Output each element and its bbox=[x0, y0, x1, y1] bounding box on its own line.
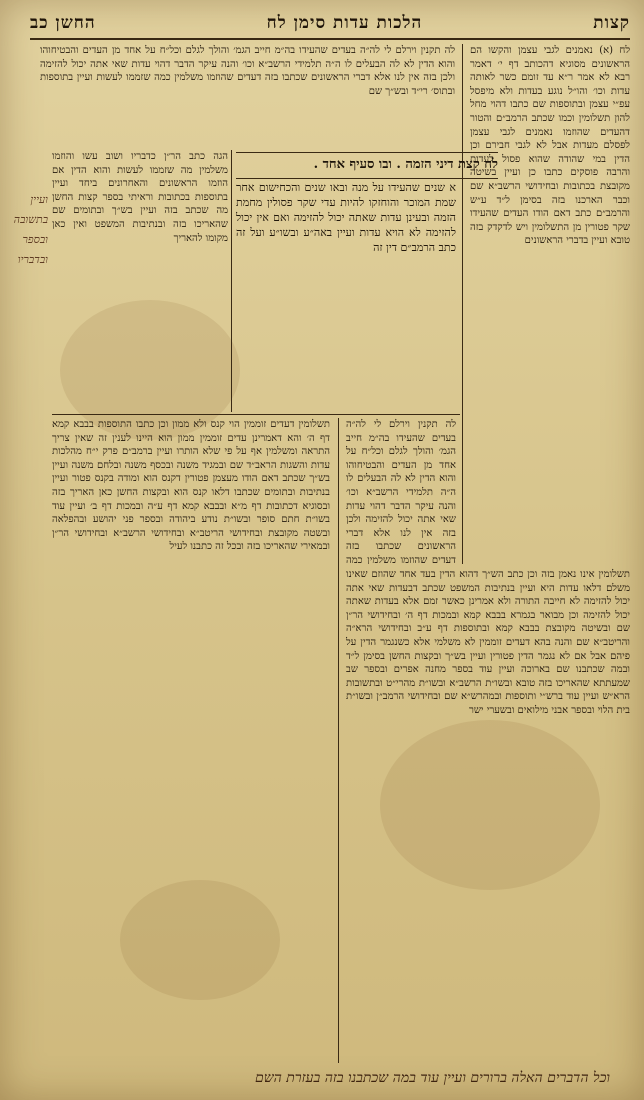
section-rule bbox=[52, 414, 460, 415]
header-rule bbox=[30, 38, 630, 40]
header-right: קצות bbox=[593, 13, 630, 33]
column-top-right bbox=[470, 44, 630, 564]
code-text-block bbox=[236, 180, 456, 410]
column-divider bbox=[338, 418, 339, 1063]
column-text: תשלומין דעדים זוממין הוי קנס ולא ממון וכן כתבו התוספות בבבא קמא דף ה׳ והא דאמרינן עדים זוממין ממון הוא היינו לענין זה שאין צריך התראה ומשלמין אף על פי שלא הותרו ועיין ברמב״ם פרק י״ח מהלכות עדות והשגות הראב״ד שם ובמגיד משנה ובכסף משנה ובלחם משנה ועיין בש״ך שכתב דאם הודו מעצמן פטורין דקנס הוא ומודה בקנס פטור ועיין בנתיבות ובתומים שכתבו דלאו קנס הוא ובקצות החשן כאן האריך בזה ובסוגיא דכתובות דף מ״א ובבבא קמא דף ע״ה ובמכות דף ב׳ ועיין עוד בשו״ת חתם סופר ובשו״ת נודע ביהודה ובספר פני יהושע ובהפלאה ובשטה מקובצת ובחידושי הריטב״א ובחידושי הרשב״א ובחידושי הר״ן ובמאירי שהאריכו בזה ובכל זה כתבנו לעיל bbox=[52, 419, 330, 553]
column-text: א שנים שהעידו על מנה ובאו שנים והכחישום אחר שמת המוכר והוחזקו להיות עדי שקר פסולין מחמת הזמה ובעינן עדות שאתה יכול להזימה ואם אין יכול להזימה לא הויא עדות ועיין באה״ע ובשו״ע ועל זה כתב הרמב״ם דין זה bbox=[236, 181, 456, 254]
column-text: תשלומין אינו נאמן בזה וכן כתב הש״ך דהוא הדין בעד אחד שהוזם שאינו משלם דלאו עדות היא ועיין בנתיבות המשפט שכתב דבעדות שאי אתה יכול להזימה לא חייבה התורה ולא אמרינן כאשר זמם אלא בעדות שאתה יכול להזימה וכן מבואר בגמרא בבבא קמא ובמכות דף ה׳ ובחידושי הר״ן שם ובשיטה מקובצת בבבא קמא ובתוספות דף ע״ב ובחידושי הרא״ה והריטב״א שם והנה בהא דעדים זוממין לא משלמי אלא כשנגמר הדין על פיהם אבל אם לא נגמר הדין פטורין ועיין בש״ך ובקצות החשן בסימן ל״ד ובמה שכתבנו שם בארוכה ועיין עוד בספר מחנה אפרים ובספר שב שמעתתא שהאריכו בזה טובא ובשו״ת הרשב״א ובשו״ת מהרי״ט ובתשובות הרא״ש ועיין עוד ברש״י ותוספות ובמהרש״א שם ובחידושי הרמב״ן ובשו״ת בית הלוי ובספר אבני מילואים ובשערי ישר bbox=[346, 569, 630, 716]
column-mid-left bbox=[52, 150, 228, 410]
column-main-right-upper bbox=[346, 418, 456, 564]
column-main-right bbox=[346, 568, 630, 1063]
handwritten-footer-note: וכל הדברים האלה ברורים ועיין עוד במה שכתבנו בזה בעזרת השם bbox=[254, 1070, 610, 1086]
column-divider bbox=[231, 150, 232, 412]
header-left: החשן כב bbox=[30, 13, 96, 33]
column-text: הגה כתב הר״ן כדבריו ושוב עשו והוזמו משלמין מה שזממו לעשות והוא הדין אם הוזמו הראשונים והאחרונים ביחד ועיין בתוספות בכתובות וראיתי בספר קצות החשן מה שכתב בזה ועיין בש״ך ובתומים שם שהאריכו בזה ובנתיבות המשפט ואין כאן מקומו להאריך bbox=[52, 151, 228, 244]
header-center: הלכות עדות סימן לח bbox=[266, 13, 423, 33]
column-text: לח (א) נאמנים לגבי עצמן והקשו הם הראשונים מסוגיא דהכותב דף י׳ דאמר רבא לא אמר ר״א עד זומם כשר לאותה עדות וכו׳ והו״ל נוגע בעדות ולא מיפסל עפ״י עצמן ובתוספות שם כתבו דהוי מחל להון תשלומין וכמו שכתב הרמב״ם והטור דהעדים שהוזמו נאמנים לגבי עצמן לפסלם מעדות אבל לא לגבי חבירם וכן הדין במי שהודה שהוא פסול לעדות והרבה פוסקים כתבו כן ועיין בשיטה מקובצת בכתובות ובחידושי הרשב״א שם וכבר הארכנו בזה בסימן ל״ד ע״ש והרמב״ם כתב דאם הודו העדים שהעידו שקר פטורין מן התשלומין ויש לדקדק בזה טובא ועיין בדברי הראשונים bbox=[470, 45, 630, 247]
column-main-left bbox=[52, 418, 330, 1063]
running-header bbox=[30, 10, 630, 36]
handwritten-margin-note: ועיין בתשובה ובספר ובדבריו bbox=[13, 193, 48, 266]
column-text: לה תקנין וירלם לי לה״ה בעדים שהעידו בה״מ חייב הגמ׳ והולך לגלם וכל״ח על אחד מן העדים והבטיחוהו והוא הדין לא לה הבעלים לו ה״ה תלמידי הרשב״א וכו׳ והנה עיקר הדבר דהוי עדות שאי אתה יכול להזימה ולכן בזה אין לנו אלא דברי הראשונים שכתבו בזה דעדים שהוזמו משלמין כמה שזממו לעשות ועיין בתוספות ובתוס׳ רי״ד ובש״ך שם bbox=[40, 45, 455, 97]
column-text: לה תקנין וירלם לי לה״ה בעדים שהעידו בה״מ חייב הגמ׳ והולך לגלם וכל״ח על אחד מן העדים והבטיחוהו והוא הדין לא לה הבעלים לו ה״ה תלמידי הרשב״א וכו׳ והנה עיקר הדבר דהוי עדות שאי אתה יכול להזימה ולכן בזה אין לנו אלא דברי הראשונים שכתבו בזה דעדים שהוזמו משלמין כמה bbox=[346, 419, 456, 564]
section-heading: לח קצת דיני הזמה . ובו סעיף אחד . bbox=[236, 152, 498, 179]
column-top-left bbox=[40, 44, 455, 148]
column-divider bbox=[462, 44, 463, 564]
